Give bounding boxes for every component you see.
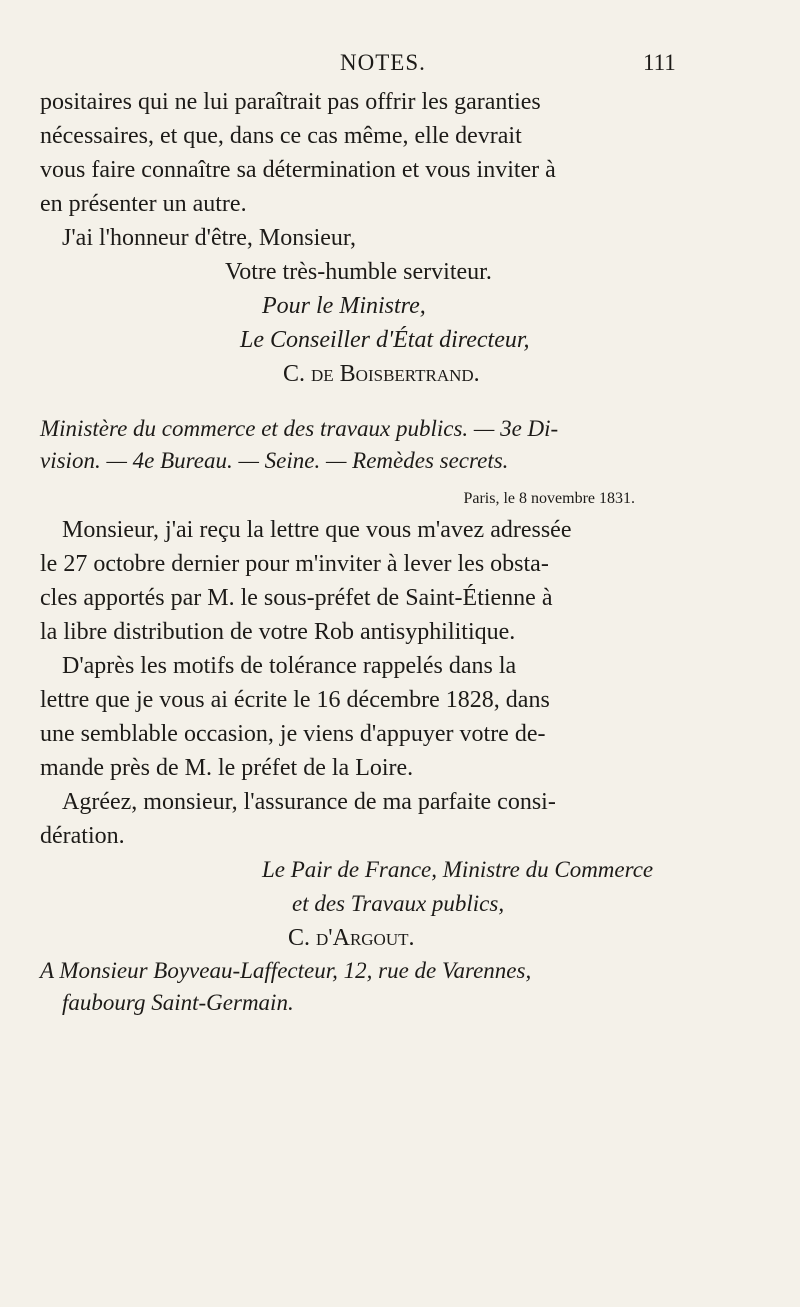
for-minister-line: Pour le Ministre, bbox=[262, 293, 426, 319]
letter1-closing bbox=[40, 221, 655, 391]
letter2-heading bbox=[40, 413, 655, 477]
text-line: lettre que je vous ai écrite le 16 décembre 1828, dans bbox=[40, 687, 550, 713]
letter2-paragraph-1 bbox=[40, 513, 655, 649]
heading-line: vision. — 4e Bureau. — Seine. — Remèdes secrets. bbox=[40, 448, 509, 473]
text-line: Monsieur, j'ai reçu la lettre que vous m'avez adressée bbox=[62, 517, 572, 543]
address-line: faubourg Saint-Germain. bbox=[62, 990, 294, 1015]
text-line: une semblable occasion, je viens d'appuyer votre de- bbox=[40, 721, 546, 747]
letter1-continuation bbox=[40, 85, 655, 221]
councillor-line: Le Conseiller d'État directeur, bbox=[240, 327, 530, 353]
letter2-paragraph-3 bbox=[40, 785, 655, 853]
text-line: D'après les motifs de tolérance rappelés dans la bbox=[62, 653, 517, 679]
text-line: le 27 octobre dernier pour m'inviter à lever les obsta- bbox=[40, 551, 549, 577]
text-line: vous faire connaître sa détermination et vous inviter à bbox=[40, 157, 556, 183]
signature-title-line: et des Travaux publics, bbox=[292, 891, 505, 916]
letter2-address bbox=[40, 955, 655, 1019]
text-line: dération. bbox=[40, 823, 125, 849]
text-line: Agréez, monsieur, l'assurance de ma parfaite consi- bbox=[62, 789, 556, 815]
text-line: la libre distribution de votre Rob antisyphilitique. bbox=[40, 619, 516, 645]
running-title: NOTES. bbox=[340, 50, 426, 75]
signature-title-line: Le Pair de France, Ministre du Commerce bbox=[262, 857, 654, 882]
closing-formula: J'ai l'honneur d'être, Monsieur, bbox=[62, 225, 356, 251]
heading-line: Ministère du commerce et des travaux publics. — 3e Di- bbox=[40, 416, 559, 441]
letter2-paragraph-2 bbox=[40, 649, 655, 785]
signatory-dargout: C. d'Argout. bbox=[288, 925, 415, 951]
text-line: positaires qui ne lui paraîtrait pas offrir les garanties bbox=[40, 89, 541, 115]
text-line: mande près de M. le préfet de la Loire. bbox=[40, 755, 414, 781]
dateline: Paris, le 8 novembre 1831. bbox=[463, 490, 635, 507]
text-line: cles apportés par M. le sous-préfet de Saint-Étienne à bbox=[40, 585, 553, 611]
letter2-signature bbox=[40, 853, 655, 955]
servant-line: Votre très-humble serviteur. bbox=[225, 259, 492, 285]
signatory-boisbertrand: C. de Boisbertrand. bbox=[283, 361, 480, 387]
page-text bbox=[40, 85, 655, 1019]
text-line: en présenter un autre. bbox=[40, 191, 247, 217]
page-number: 111 bbox=[643, 50, 676, 75]
running-head bbox=[0, 50, 800, 80]
text-line: nécessaires, et que, dans ce cas même, elle devrait bbox=[40, 123, 522, 149]
address-line: A Monsieur Boyveau-Laffecteur, 12, rue de Varennes, bbox=[40, 958, 532, 983]
